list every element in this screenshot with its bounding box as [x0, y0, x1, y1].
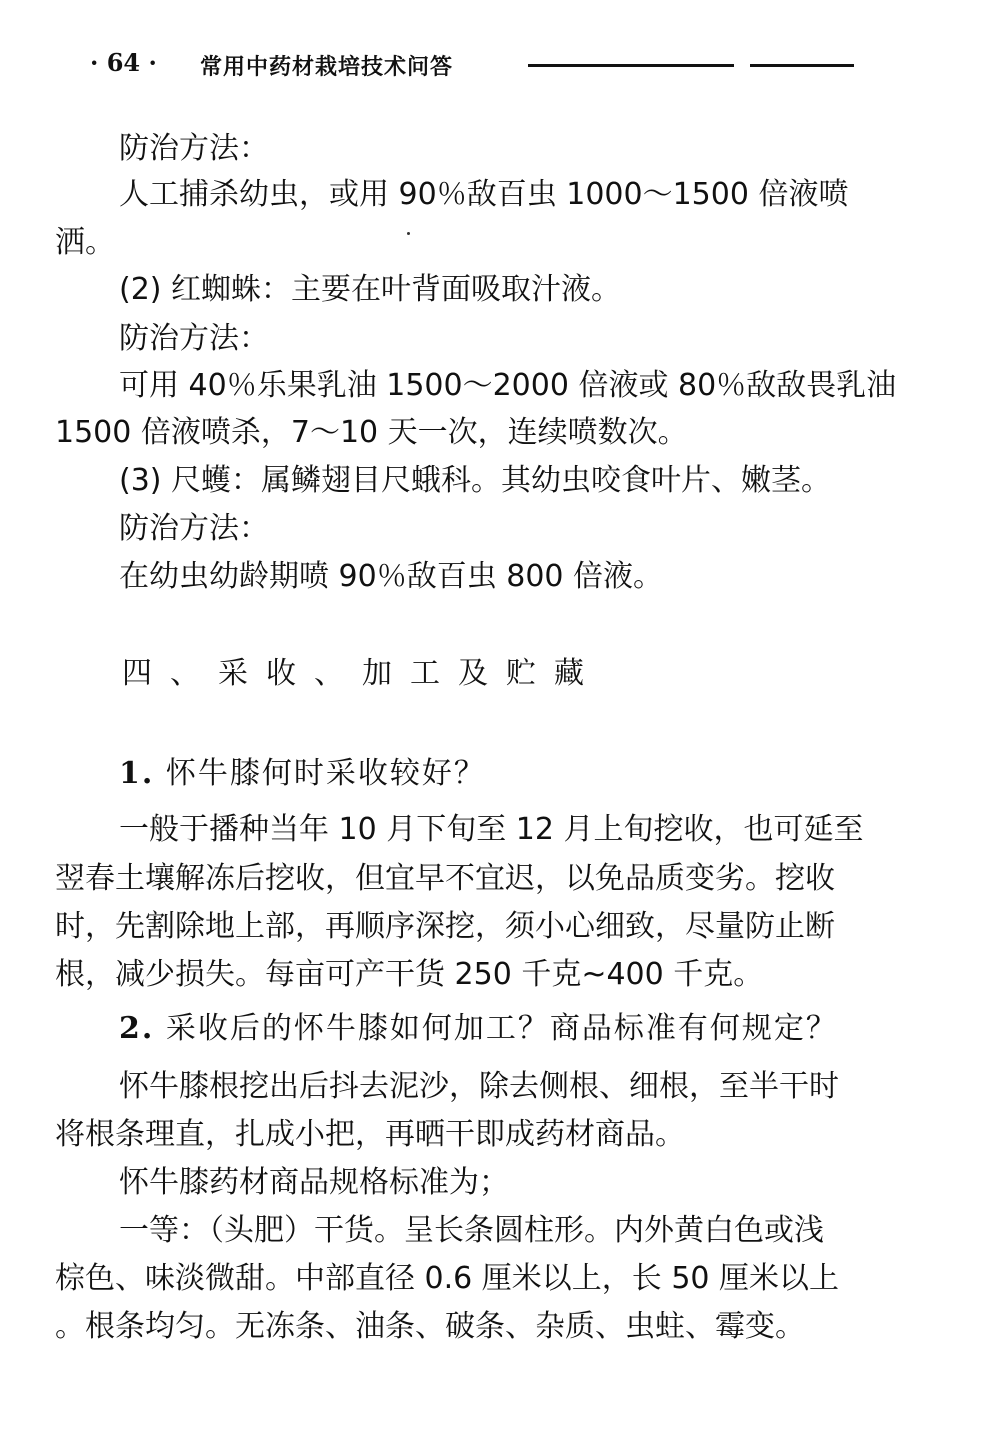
page-header [80, 48, 860, 88]
text-line: 怀牛膝药材商品规格标准为； [119, 1165, 509, 1200]
text-line: 人工捕杀幼虫，或用 90％敌百虫 1000～1500 倍液喷 [119, 177, 849, 212]
question-text: 采收后的怀牛膝如何加工？商品标准有何规定？ [165, 1011, 838, 1046]
text-line: 在幼虫幼龄期喷 90％敌百虫 800 倍液。 [119, 559, 664, 594]
header-rule [528, 64, 734, 67]
question-text: 怀牛膝何时采收较好？ [165, 756, 486, 791]
text-line: 翌春土壤解冻后挖收，但宜早不宜迟，以免品质变劣。挖收 [55, 861, 835, 896]
text-line: 可用 40％乐果乳油 1500～2000 倍液或 80％敌敌畏乳油 [119, 368, 897, 403]
header-rule [750, 64, 854, 67]
text-line: 一般于播种当年 10 月下旬至 12 月上旬挖收，也可延至 [119, 812, 864, 847]
page-number: · 64 · [90, 48, 157, 77]
section-title: 四、采收、加工及贮藏 [122, 656, 602, 691]
question-heading [119, 1012, 939, 1046]
text-line: 将根条理直，扎成小把，再晒干即成药材商品。 [55, 1117, 685, 1152]
running-title: 常用中药材栽培技术问答 [200, 54, 454, 80]
text-line: 。根条均匀。无冻条、油条、破条、杂质、虫蛀、霉变。 [55, 1309, 805, 1344]
text-line: 防治方法： [119, 131, 269, 166]
question-heading [119, 757, 939, 791]
text-line: 防治方法： [119, 511, 269, 546]
text-line: 防治方法： [119, 321, 269, 356]
text-line: (3) 尺蠖：属鳞翅目尺蛾科。其幼虫咬食叶片、嫩茎。 [119, 463, 832, 498]
question-number: 1. [119, 756, 155, 791]
text-line: 时，先割除地上部，再顺序深挖，须小心细致，尽量防止断 [55, 909, 835, 944]
text-line: 洒。 [55, 225, 115, 260]
question-number: 2. [119, 1011, 155, 1046]
text-line: (2) 红蜘蛛：主要在叶背面吸取汁液。 [119, 272, 622, 307]
text-line: 棕色、味淡微甜。中部直径 0.6 厘米以上，长 50 厘米以上 [55, 1261, 840, 1296]
text-line: 根，减少损失。每亩可产干货 250 千克~400 千克。 [55, 957, 764, 992]
text-line: 怀牛膝根挖出后抖去泥沙，除去侧根、细根，至半干时 [119, 1069, 839, 1104]
text-line: 一等：（头肥）干货。呈长条圆柱形。内外黄白色或浅 [119, 1213, 824, 1248]
text-line: 1500 倍液喷杀，7～10 天一次，连续喷数次。 [55, 415, 688, 450]
